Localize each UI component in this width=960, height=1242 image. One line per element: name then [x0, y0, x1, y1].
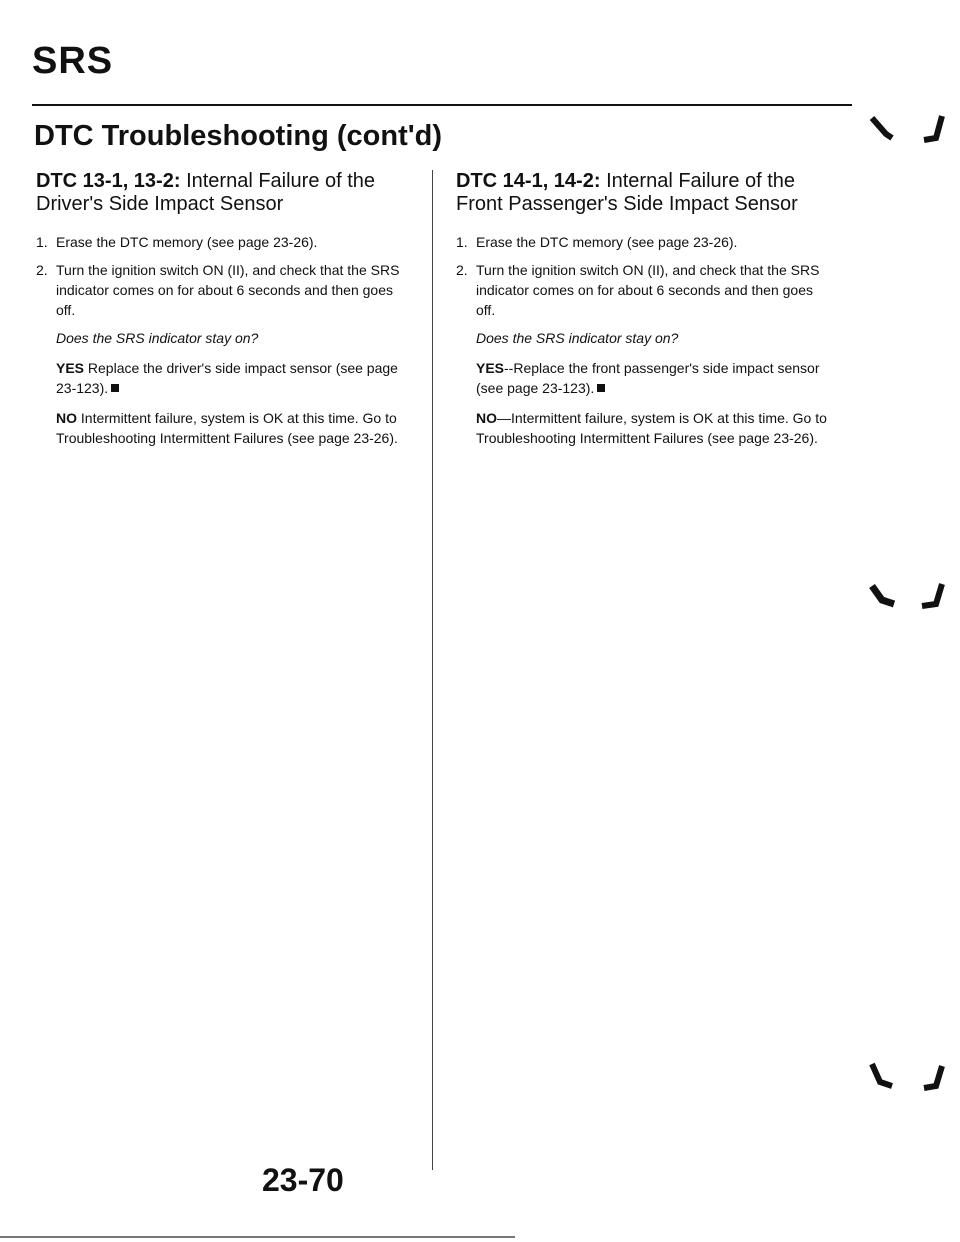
yes-text: --Replace the front passenger's side impact sensor (see page 23-123). [476, 360, 820, 396]
left-no-answer [56, 408, 416, 448]
right-column [456, 170, 836, 458]
left-column [36, 170, 416, 458]
right-subsection-title [456, 170, 836, 216]
binding-mark-icon [868, 580, 948, 616]
right-no-answer [476, 408, 836, 448]
left-dtc-code: DTC 13-1, 13-2: [36, 170, 181, 192]
right-yes-answer [476, 358, 836, 398]
binding-mark-icon [868, 1060, 948, 1096]
yes-text: Replace the driver's side impact sensor (see page 23-123). [56, 360, 398, 396]
right-dtc-code: DTC 14-1, 14-2: [456, 170, 601, 192]
no-text: Intermittent failure, system is OK at this time. Go to Troubleshooting Intermittent Failures (see page 23-26). [56, 410, 398, 446]
yes-label: YES [476, 360, 505, 376]
step-text: Turn the ignition switch ON (II), and check that the SRS indicator comes on for about 6 seconds and then goes off. [56, 262, 400, 318]
right-step-1 [456, 232, 836, 252]
left-subsection-title [36, 170, 416, 216]
left-step-1 [36, 232, 416, 252]
yes-label: YES [56, 360, 85, 376]
no-text: —Intermittent failure, system is OK at this time. Go to Troubleshooting Intermittent Failures (see page 23-26). [476, 410, 827, 446]
end-mark-icon [111, 384, 119, 392]
page-header-title: SRS [32, 40, 114, 82]
header-rule [32, 104, 852, 106]
step-number: 2. [36, 262, 48, 278]
right-step-2 [456, 260, 836, 320]
column-divider [432, 170, 433, 1170]
step-number: 2. [456, 262, 468, 278]
right-question: Does the SRS indicator stay on? [476, 330, 679, 346]
step-number: 1. [36, 234, 48, 250]
end-mark-icon [597, 384, 605, 392]
step-text: Turn the ignition switch ON (II), and check that the SRS indicator comes on for about 6 seconds and then goes off. [476, 262, 820, 318]
no-label: NO [476, 410, 497, 426]
page-number: 23-70 [262, 1162, 344, 1198]
right-dtc-description: Internal Failure of the Front Passenger's Side Impact Sensor [456, 170, 798, 215]
step-number: 1. [456, 234, 468, 250]
binding-mark-icon [868, 112, 948, 148]
left-step-2 [36, 260, 416, 320]
left-dtc-description: Internal Failure of the Driver's Side Impact Sensor [36, 170, 376, 215]
left-yes-answer [56, 358, 416, 398]
footer-rule [0, 1236, 515, 1238]
left-question: Does the SRS indicator stay on? [56, 330, 259, 346]
step-text: Erase the DTC memory (see page 23-26). [56, 234, 318, 250]
no-label: NO [56, 410, 77, 426]
step-text: Erase the DTC memory (see page 23-26). [476, 234, 738, 250]
section-title: DTC Troubleshooting (cont'd) [34, 120, 442, 152]
